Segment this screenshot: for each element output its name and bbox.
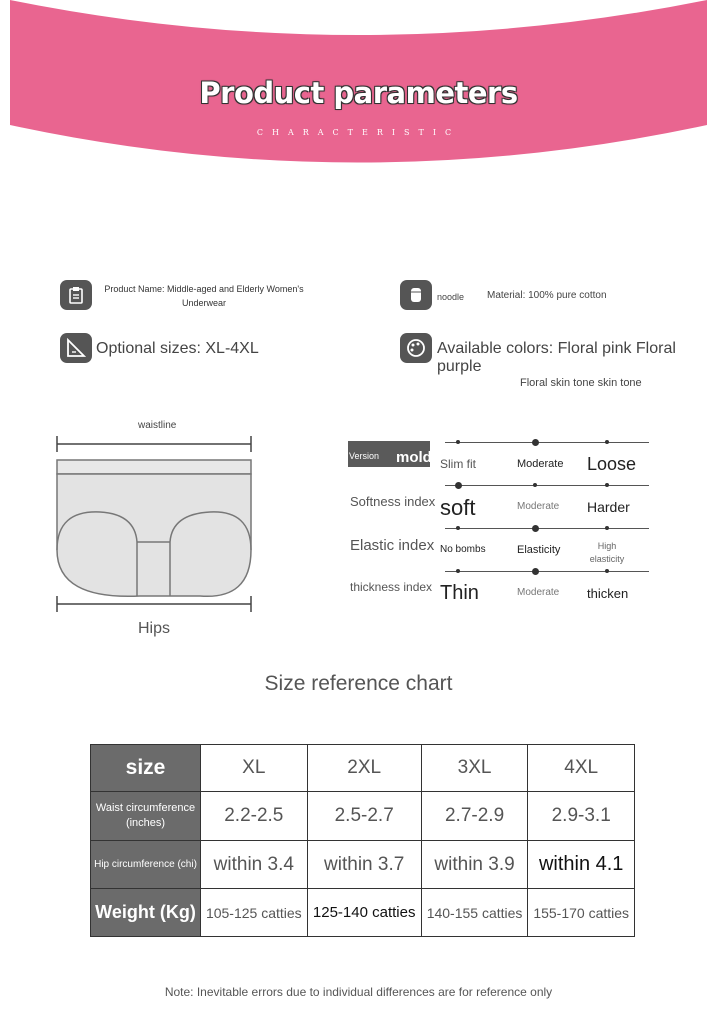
sizes-text: Optional sizes: XL-4XL xyxy=(96,340,259,357)
scale-line xyxy=(445,485,649,486)
scale-marker xyxy=(605,483,609,487)
underwear-diagram xyxy=(50,430,260,620)
page-subtitle: CHARACTERISTIC xyxy=(256,128,461,137)
version-label: Version xyxy=(349,451,380,461)
scale-marker-selected xyxy=(455,482,462,489)
row-label-cell: Hip circumference (chi) xyxy=(91,841,201,889)
table-row xyxy=(91,792,635,841)
table-cell: within 3.7 xyxy=(307,841,421,889)
ruler-icon xyxy=(60,333,92,363)
page-title: Product parameters xyxy=(199,76,518,110)
cotton-roll-icon xyxy=(400,280,432,310)
table-cell: 140-155 catties xyxy=(421,889,528,937)
material-text: Material: 100% pure cotton xyxy=(487,290,607,301)
mold-label: mold xyxy=(396,449,432,466)
clipboard-icon xyxy=(60,280,92,310)
colors-text-line2: Floral skin tone skin tone xyxy=(520,377,642,389)
footnote: Note: Inevitable errors due to individual differences are for reference only xyxy=(164,985,553,999)
scale-line xyxy=(445,528,649,529)
size-chart-title: Size reference chart xyxy=(264,672,453,695)
row-label-cell: Weight (Kg) xyxy=(91,889,201,937)
scale-label: thickness index xyxy=(350,580,433,594)
waistband xyxy=(57,460,251,474)
size-header-cell: 4XL xyxy=(528,745,635,792)
size-table xyxy=(90,744,635,937)
scale-value: Thin xyxy=(440,582,479,604)
scale-value: Elasticity xyxy=(517,543,561,556)
table-cell: within 4.1 xyxy=(528,841,635,889)
scale-marker xyxy=(456,569,460,573)
table-cell: 2.9-3.1 xyxy=(528,792,635,841)
scale-value: thicken xyxy=(587,585,629,601)
table-header-row xyxy=(91,745,635,792)
table-row xyxy=(91,841,635,889)
scale-line xyxy=(445,442,649,443)
scale-value: soft xyxy=(440,495,476,520)
colors-text-line1: Available colors: Floral pink Floral purple xyxy=(437,340,676,375)
hips-label: Hips xyxy=(138,620,171,637)
scale-marker xyxy=(605,569,609,573)
scale-marker xyxy=(533,483,537,487)
table-cell: 105-125 catties xyxy=(201,889,308,937)
scale-marker xyxy=(456,440,460,444)
scale-value: Moderate xyxy=(517,501,560,512)
scale-marker-selected xyxy=(532,568,539,575)
scale-label: Softness index xyxy=(350,494,436,509)
table-row xyxy=(91,889,635,937)
scale-value: High elasticity xyxy=(589,541,625,564)
size-header-cell: XL xyxy=(201,745,308,792)
waistline-label: waistline xyxy=(138,420,177,431)
scale-marker xyxy=(605,440,609,444)
table-cell: within 3.9 xyxy=(421,841,528,889)
brief-body xyxy=(57,474,251,596)
table-cell: 2.2-2.5 xyxy=(201,792,308,841)
size-header-cell: 2XL xyxy=(307,745,421,792)
table-cell: 125-140 catties xyxy=(307,889,421,937)
scale-value: Moderate xyxy=(517,457,564,470)
product-name: Product Name: Middle-aged and Elderly Women's Underwear xyxy=(104,284,304,308)
row-label-cell: Waist circumference (inches) xyxy=(91,792,201,841)
scale-marker-selected xyxy=(532,439,539,446)
table-cell: 2.7-2.9 xyxy=(421,792,528,841)
palette-icon xyxy=(400,333,432,363)
scale-value: No bombs xyxy=(440,544,486,555)
table-cell: 155-170 catties xyxy=(528,889,635,937)
table-cell: 2.5-2.7 xyxy=(307,792,421,841)
corner-cell: size xyxy=(91,745,201,792)
noodle-label: noodle xyxy=(437,292,465,302)
scale-marker-selected xyxy=(532,525,539,532)
scale-label: Elastic index xyxy=(350,537,435,554)
scale-value: Slim fit xyxy=(440,457,476,471)
scale-value: Harder xyxy=(587,499,630,515)
size-header-cell: 3XL xyxy=(421,745,528,792)
scale-marker xyxy=(456,526,460,530)
scale-value: Loose xyxy=(587,454,637,474)
table-cell: within 3.4 xyxy=(201,841,308,889)
scale-line xyxy=(445,571,649,572)
scale-value: Moderate xyxy=(517,587,560,598)
scale-marker xyxy=(605,526,609,530)
